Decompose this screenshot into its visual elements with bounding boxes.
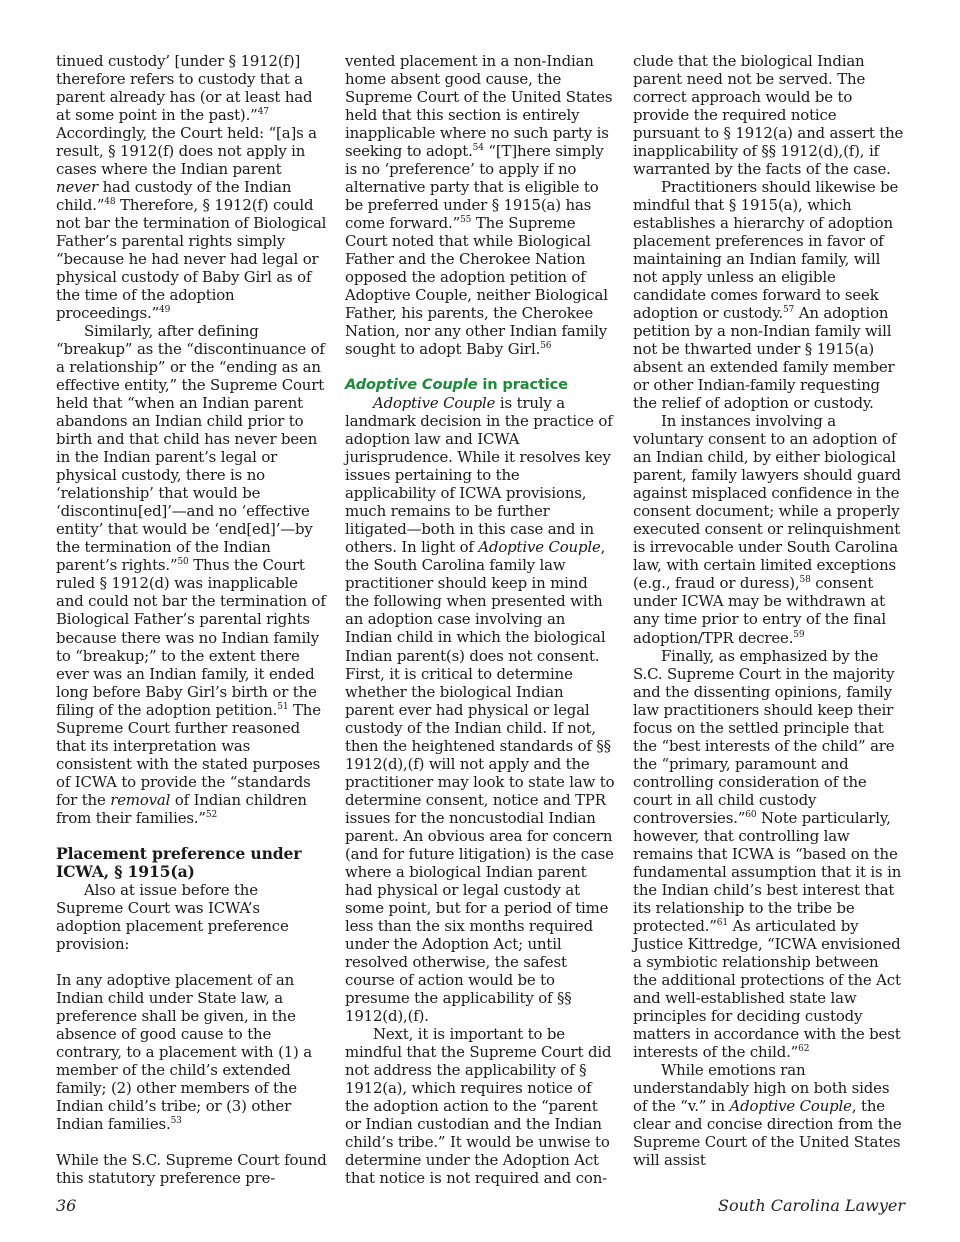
footnote-ref: 61: [716, 917, 728, 928]
footnote-ref: 52: [205, 809, 218, 820]
footnote-ref: 54: [472, 143, 484, 154]
paragraph: Next, it is important to be mindful that the Supreme Court did not address the applicability of § 1912(a), which requires notice of the adoption action to the “parent or Indian custodian and the Indian child’s tribe.” It would be unwise to determine under the Adoption Act that notice is not required and con-: [345, 1024, 612, 1187]
paragraph: Similarly, after defining “breakup” as the “discontinuance of a relationship” or the “ending as an effective entity,” the Supreme Court held that “when an Indian parent abandons an Indian child prior to birth and that child has never been in the Indian parent’s legal or physical custody, there is no ‘relationship’ that would be ‘discontinu[ed]’—and no ‘effective entity’ that would be ‘end[ed]’—by the termination of the Indian parent’s rights.”$^{50}$ Thus the Court ruled § 1912(d) was inapplicable and could not bar the termination of Biological Father’s parental rights because there was no Indian family to “breakup;” to the extent there ever was an Indian family, it ended long before Baby Girl’s birth or the filing of the adoption petition.$^{51}$ The Supreme Court further reasoned that its interpretation was consistent with the stated purposes of ICWA to provide the “standards for the removal of Indian children from their families.”$^{52}$: [56, 322, 326, 827]
paragraph: Practitioners should likewise be mindful that § 1915(a), which establishes a hierarchy of adoption placement preferences in favor of maintaining an Indian family, will not apply unless an eligible candidate comes forward to seek adoption or custody.$^{57}$ An adoption petition by a non-Indian family will not be thwarted under § 1915(a) absent an extended family member or other Indian-family requesting the relief of adoption or custody.: [633, 178, 899, 413]
footnote-ref: 47: [257, 107, 269, 118]
paragraph: Also at issue before the Supreme Court was ICWA’s adoption placement preference provision:: [56, 880, 289, 953]
footnote-ref: 50: [177, 557, 189, 568]
footnote-ref: 48: [104, 197, 116, 208]
paragraph: While the S.C. Supreme Court found this statutory preference pre-: [56, 1150, 327, 1187]
column-2: [345, 52, 615, 1187]
paragraph: tinued custody’ [under § 1912(f)] therefore refers to custody that a parent already has (or at least had at some point in the past).”$^{47}$ Accordingly, the Court held: “[a]s a result, § 1912(f) does not apply in cases where the Indian parent never had custody of the Indian child.”$^{48}$ Therefore, § 1912(f) could not bar the termination of Biological Father’s parental rights simply “because he had never had legal or physical custody of Baby Girl as of the time of the adoption proceedings.”$^{49}$: [56, 52, 327, 323]
column-3: [633, 52, 905, 1169]
paragraph: clude that the biological Indian parent need not be served. The correct approach would be to provide the required notice pursuant to § 1912(a) and assert the inapplicability of §§ 1912(d),(f), if warranted by the facts of the case.: [633, 52, 904, 179]
footnote-ref: 57: [782, 305, 795, 316]
section-heading: Adoptive Couple in practice: [345, 376, 568, 394]
paragraph: vented placement in a non-Indian home absent good cause, the Supreme Court of the United States held that this section is entirely inapplicable where no such party is seeking to adopt.$^{54}$ “[T]here simply is no ‘preference’ to apply if no alternative party that is eligible to be preferred under § 1915(a) has come forward.”$^{55}$ The Supreme Court noted that while Biological Father and the Cherokee Nation opposed the adoption petition of Adoptive Couple, neither Biological Father, his parents, the Cherokee Nation, nor any other Indian family sought to adopt Baby Girl.$^{56}$: [345, 52, 613, 359]
footnote-ref: 59: [793, 629, 805, 640]
footnote-ref: 55: [460, 215, 472, 226]
footnote-ref: 49: [159, 305, 171, 316]
footnote-ref: 62: [798, 1043, 810, 1054]
footnote-ref: 60: [745, 809, 757, 820]
paragraph: Adoptive Couple is truly a landmark decision in the practice of adoption law and ICWA jurisprudence. While it resolves key issues pertaining to the applicability of ICWA provisions, much remains to be further litigated—both in this case and in others. In light of Adoptive Couple, the South Carolina family law practitioner should keep in mind the following when presented with an adoption case involving an Indian child in which the biological Indian parent(s) does not consent. First, it is critical to determine whether the biological Indian parent ever had physical or legal custody of the Indian child. If not, then the heightened standards of §§ 1912(d),(f) will not apply and the practitioner may look to state law to determine consent, notice and TPR issues for the noncustodial Indian parent. An obvious area for concern (and for future litigation) is the case where a biological Indian parent had physical or legal custody at some point, but for a period of time less than the six months required under the Adoption Act; until resolved otherwise, the safest course of action would be to presume the applicability of §§ 1912(d),(f).: [345, 394, 615, 1025]
footnote-ref: 51: [277, 701, 289, 712]
footnote-ref: 56: [540, 341, 552, 352]
section-heading: Placement preference under ICWA, § 1915(a): [56, 843, 302, 881]
publication-name: South Carolina Lawyer: [718, 1196, 905, 1215]
paragraph: In instances involving a voluntary consent to an adoption of an Indian child, by either biological parent, family lawyers should guard against misplaced confidence in the consent document; while a properly executed consent or relinquishment is irrevocable under South Carolina law, with certain limited exceptions (e.g., fraud or duress),$^{58}$ consent under ICWA may be withdrawn at any time prior to entry of the final adoption/TPR decree.$^{59}$: [633, 412, 901, 647]
page-footer: [56, 1196, 905, 1218]
page-number: 36: [56, 1196, 77, 1215]
footnote-ref: 53: [170, 1115, 182, 1126]
block-quote: In any adoptive placement of an Indian child under State law, a preference shall be given, in the absence of good cause to the contrary, to a placement with (1) a member of the child’s extended family; (2) other members of the Indian child’s tribe; or (3) other Indian families.$^{53}$: [56, 970, 313, 1133]
footnote-ref: 58: [799, 575, 811, 586]
column-1: [56, 52, 328, 1187]
paragraph: Finally, as emphasized by the S.C. Supreme Court in the majority and the dissenting opinions, family law practitioners should keep their focus on the settled principle that the “best interests of the child” are the “primary, paramount and controlling consideration of the court in all child custody controversies.”$^{60}$ Note particularly, however, that controlling law remains that ICWA is “based on the fundamental assumption that it is in the Indian child’s best interest that its relationship to the tribe be protected.”$^{61}$ As articulated by Justice Kittredge, “ICWA envisioned a symbiotic relationship between the additional protections of the Act and well-established state law principles for deciding custody matters in accordance with the best interests of the child.”$^{62}$: [633, 646, 902, 1061]
paragraph: While emotions ran understandably high on both sides of the “v.” in Adoptive Couple, the clear and concise direction from the Supreme Court of the United States will assist: [633, 1060, 902, 1169]
